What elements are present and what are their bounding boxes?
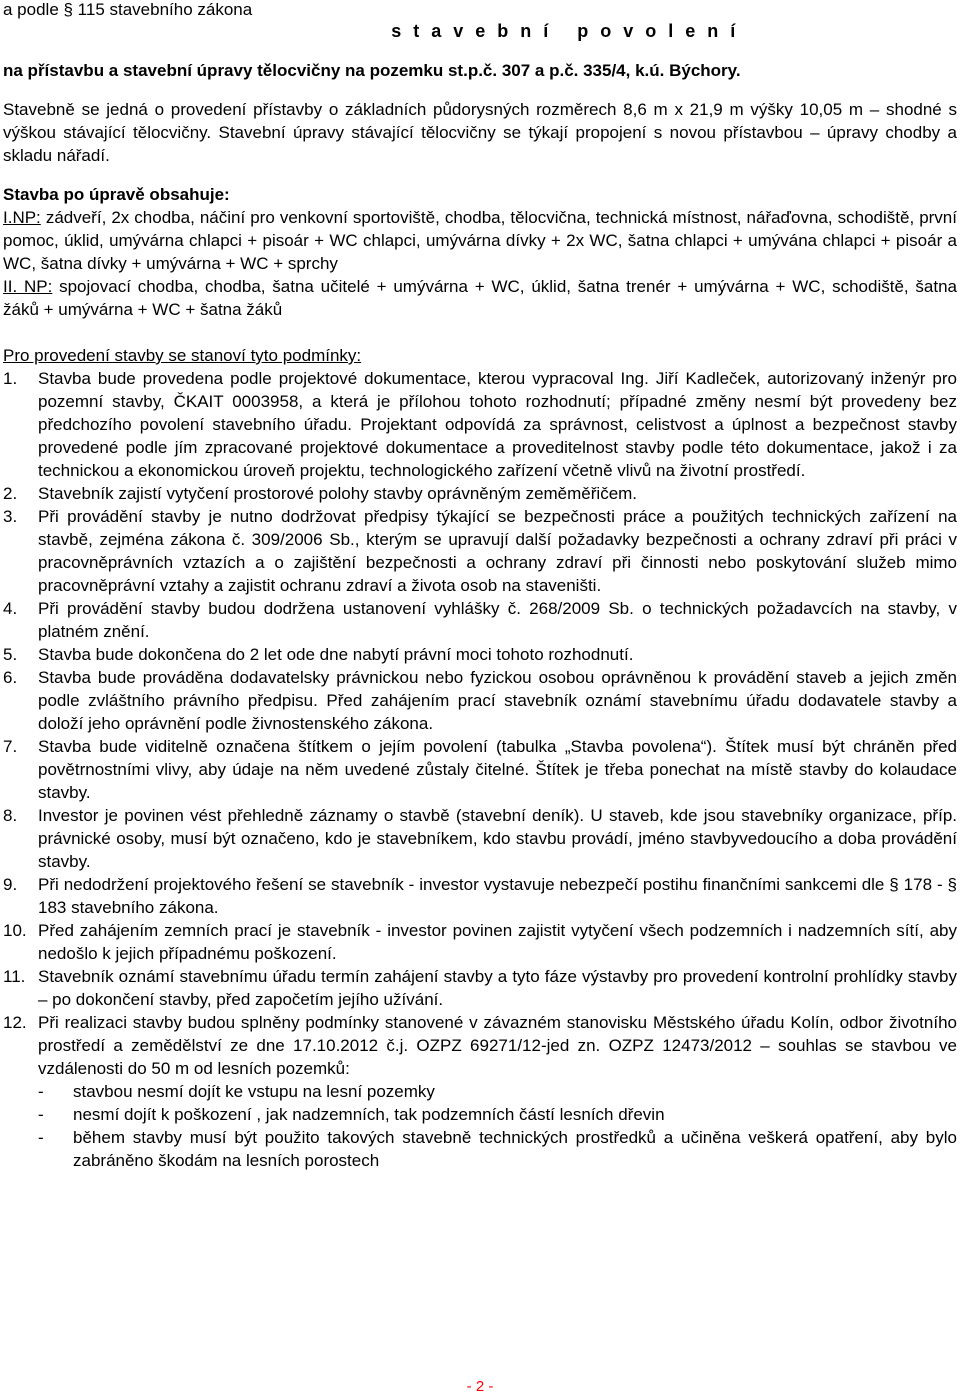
page-number: - 2 -	[466, 1378, 494, 1395]
subitem-text: během stavby musí být použito takových stavebně technických prostředků a učiněna veškerá opatření, aby bylo zabráněno škodám na lesních porostech	[73, 1128, 957, 1170]
condition-number: 2.	[3, 484, 18, 503]
condition-number: 1.	[3, 369, 18, 388]
floor-2-description	[3, 275, 957, 321]
condition-subitem	[3, 1126, 957, 1172]
condition-number: 3.	[3, 507, 18, 526]
document-page	[3, 0, 957, 1172]
condition-item	[3, 666, 957, 735]
condition-item	[3, 505, 957, 597]
condition-text: Stavba bude provedena podle projektové dokumentace, kterou vypracoval Ing. Jiří Kadleček, autorizovaný inženýr pro pozemní stavby, ČKAIT 0003958, a která je přílohou tohoto rozhodnutí; případné změny nesmí být provedeny bez předchozího povolení stavebního úřadu. Projektant odpovídá za správnost, celistvost a úplnost a bezpečnost stavby provedené podle jím zpracované projektové dokumentace a proveditelnost stavby podle této dokumentace, jakož i za technickou a ekonomickou úroveň projektu, technologického zařízení včetně vlivů na životní prostředí.	[38, 369, 957, 480]
condition-item	[3, 367, 957, 482]
condition-text: Před zahájením zemních prací je stavebník - investor povinen zajistit vytyčení všech podzemních i nadzemních sítí, aby nedošlo k jejich případnému poškození.	[38, 921, 957, 963]
subitem-dash: -	[38, 1105, 44, 1124]
condition-number: 7.	[3, 737, 18, 756]
condition-subitem	[3, 1103, 957, 1126]
condition-item	[3, 873, 957, 919]
subitem-dash: -	[38, 1128, 44, 1147]
condition-number: 10.	[3, 921, 27, 940]
floor-1-description	[3, 206, 957, 275]
condition-text: Při realizaci stavby budou splněny podmínky stanovené v závazném stanovisku Městského úřadu Kolín, odbor životního prostředí a zemědělství ze dne 17.10.2012 č.j. OZPZ 69271/12-jed zn. OZPZ 12473/2012 – souhlas se stavbou ve vzdálenosti do 50 m od lesních pozemků:	[38, 1013, 957, 1078]
floor-1-text: zádveří, 2x chodba, náčiní pro venkovní sportoviště, chodba, tělocvična, technická místnost, nářaďovna, schodiště, první pomoc, úklid, umývárna chlapci + pisoár + WC chlapci, umývárna dívky + 2x WC, šatna chlapci + umývána chlapci + pisoár a WC, šatna dívky + umývárna + WC + sprchy	[3, 208, 957, 273]
condition-text: Při nedodržení projektového řešení se stavebník - investor vystavuje nebezpečí postihu finančními sankcemi dle § 178 - § 183 stavebního zákona.	[38, 875, 957, 917]
condition-item	[3, 482, 957, 505]
subitem-text: nesmí dojít k poškození , jak nadzemních, tak podzemních částí lesních dřevin	[73, 1105, 665, 1124]
condition-item	[3, 804, 957, 873]
condition-number: 5.	[3, 645, 18, 664]
condition-number: 8.	[3, 806, 18, 825]
condition-number: 9.	[3, 875, 18, 894]
subitem-text: stavbou nesmí dojít ke vstupu na lesní pozemky	[73, 1082, 435, 1101]
decision-title: s t a v e b n í p o v o l e n í	[391, 21, 739, 41]
condition-item	[3, 919, 957, 965]
subitem-dash: -	[38, 1082, 44, 1101]
condition-text: Stavebník zajistí vytyčení prostorové polohy stavby oprávněným zeměměřičem.	[38, 484, 638, 503]
condition-text: Stavebník oznámí stavebnímu úřadu termín zahájení stavby a tyto fáze výstavby pro provedení kontrolní prohlídky stavby – po dokončení stavby, před započetím jejího užívání.	[38, 967, 957, 1009]
condition-text: Stavba bude prováděna dodavatelsky právnickou nebo fyzickou osobou oprávněnou k provádění staveb a jejich změn podle zvláštního právního předpisu. Před zahájením prací stavebník oznámí stavebnímu úřadu dodavatele stavby a doloží jeho oprávnění podle živnostenského zákona.	[38, 668, 957, 733]
condition-item	[3, 597, 957, 643]
condition-number: 4.	[3, 599, 18, 618]
legal-basis: a podle § 115 stavebního zákona	[3, 0, 253, 19]
condition-item	[3, 1011, 957, 1080]
condition-item	[3, 735, 957, 804]
decision-subject: na přístavbu a stavební úpravy tělocvičny na pozemku st.p.č. 307 a p.č. 335/4, k.ú. Býchory.	[3, 61, 741, 80]
content-heading: Stavba po úpravě obsahuje:	[3, 185, 230, 204]
condition-text: Při provádění stavby je nutno dodržovat předpisy týkající se bezpečnosti práce a použitých technických zařízení na stavbě, zejména zákona č. 309/2006 Sb., kterým se upravují další požadavky bezpečnosti a ochrany zdraví při práci v pracovněprávních vztazích a o zajištění bezpečnosti a ochrany zdraví při činnosti nebo poskytování služeb mimo pracovněprávní vztahy a zajistit ochranu zdraví a života osob na staveništi.	[38, 507, 957, 595]
condition-number: 6.	[3, 668, 18, 687]
floor-1-label: I.NP:	[3, 208, 41, 227]
condition-text: Stavba bude viditelně označena štítkem o jejím povolení (tabulka „Stavba povolena“). Štítek musí být chráněn před povětrnostními vlivy, aby údaje na něm uvedené zůstaly čitelné. Štítek je třeba ponechat na místě stavby do kolaudace stavby.	[38, 737, 957, 802]
condition-text: Investor je povinen vést přehledně záznamy o stavbě (stavební deník). U staveb, kde jsou stavebníky organizace, příp. právnické osoby, musí být označeno, kdo je stavebníkem, kdo stavbu provádí, jméno stavbyvedoucího a doba provádění stavby.	[38, 806, 957, 871]
condition-item	[3, 643, 957, 666]
condition-subitem	[3, 1080, 957, 1103]
conditions-list	[3, 367, 957, 1172]
conditions-heading: Pro provedení stavby se stanoví tyto podmínky:	[3, 346, 362, 365]
floor-2-text: spojovací chodba, chodba, šatna učitelé + umývárna + WC, úklid, šatna trenér + umývárna + WC, schodiště, šatna žáků + umývárna + WC + šatna žáků	[3, 277, 958, 319]
condition-number: 11.	[3, 967, 26, 986]
floor-2-label: II. NP:	[3, 277, 53, 296]
intro-paragraph: Stavebně se jedná o provedení přístavby o základních půdorysných rozměrech 8,6 m x 21,9 m výšky 10,05 m – shodné s výškou stávající tělocvičny. Stavební úpravy stávající tělocvičny se týkají propojení s novou přístavbou – úpravy chodby a skladu nářadí.	[3, 100, 957, 165]
condition-text: Stavba bude dokončena do 2 let ode dne nabytí právní moci tohoto rozhodnutí.	[38, 645, 634, 664]
condition-item	[3, 965, 957, 1011]
condition-text: Při provádění stavby budou dodržena ustanovení vyhlášky č. 268/2009 Sb. o technických požadavcích na stavby, v platném znění.	[38, 599, 957, 641]
condition-number: 12.	[3, 1013, 27, 1032]
